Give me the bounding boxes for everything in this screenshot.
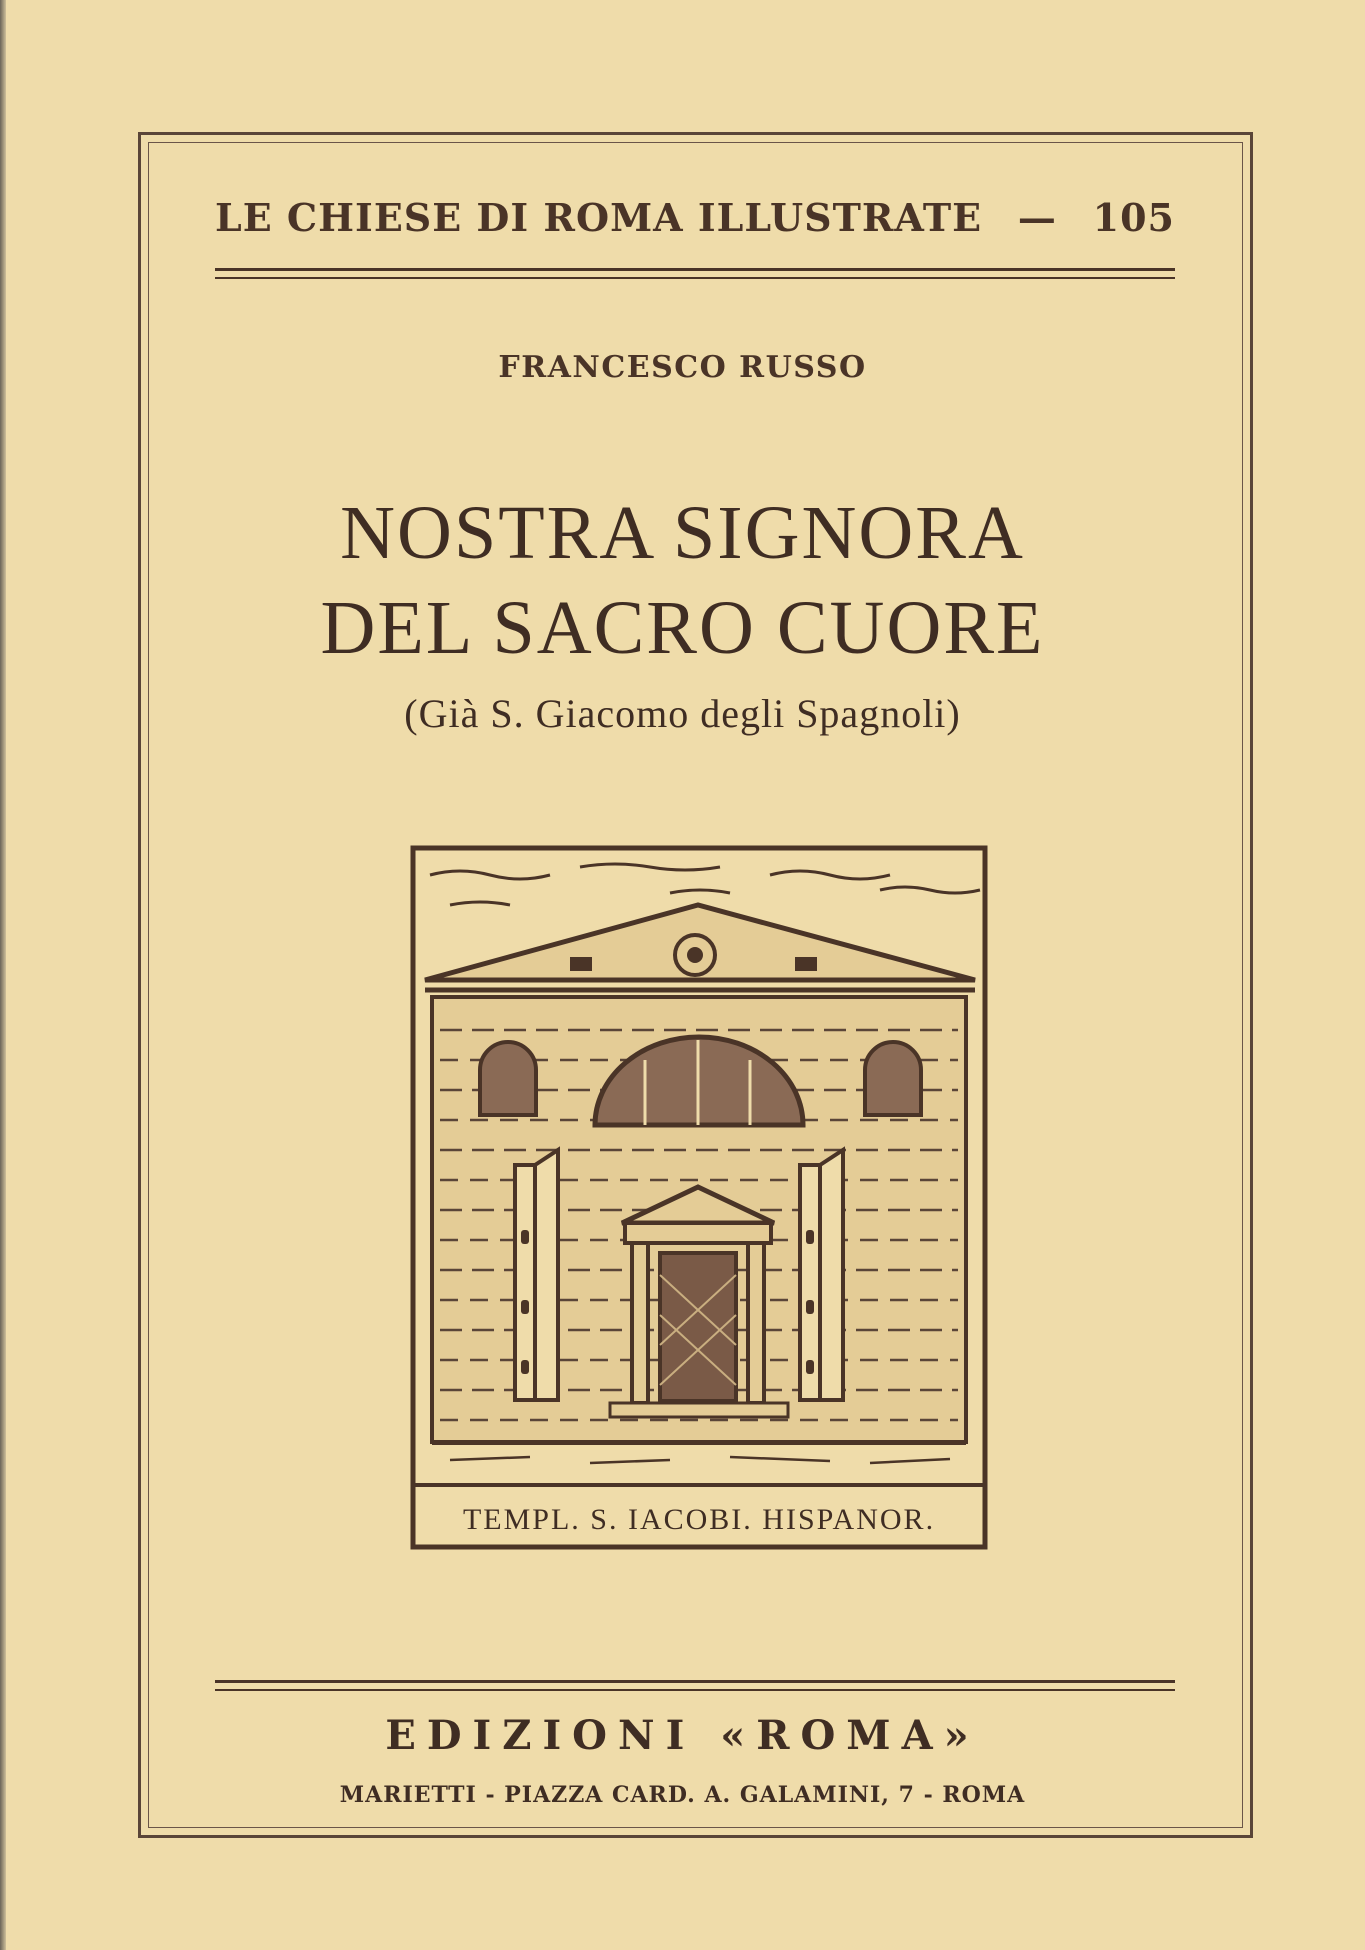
series-number: 105	[1092, 194, 1175, 240]
footer-rule-bottom	[215, 1689, 1175, 1691]
series-title: LE CHIESE DI ROMA ILLUSTRATE	[215, 194, 983, 240]
series-dash: —	[1017, 194, 1057, 240]
header-rule-bottom	[215, 277, 1175, 279]
sky-hatching	[430, 864, 980, 905]
portal	[622, 1187, 774, 1403]
church-facade-woodcut	[410, 845, 988, 1550]
publisher-name: EDIZIONI «ROMA»	[385, 1712, 980, 1759]
header-rule-top	[215, 268, 1175, 271]
woodcut-caption: TEMPL. S. IACOBI. HISPANOR.	[462, 1503, 936, 1536]
book-title-line-2: DEL SACRO CUORE	[320, 586, 1045, 670]
pediment	[425, 905, 975, 990]
series-header	[215, 192, 1175, 242]
footer-rule-top	[215, 1680, 1175, 1683]
publisher-address: MARIETTI - PIAZZA CARD. A. GALAMINI, 7 - ROMA	[339, 1782, 1026, 1808]
book-spine-edge	[0, 0, 6, 1950]
book-title-line-1: NOSTRA SIGNORA	[340, 491, 1025, 575]
author-name: FRANCESCO RUSSO	[498, 350, 867, 385]
book-subtitle: (Già S. Giacomo degli Spagnoli)	[404, 691, 961, 736]
